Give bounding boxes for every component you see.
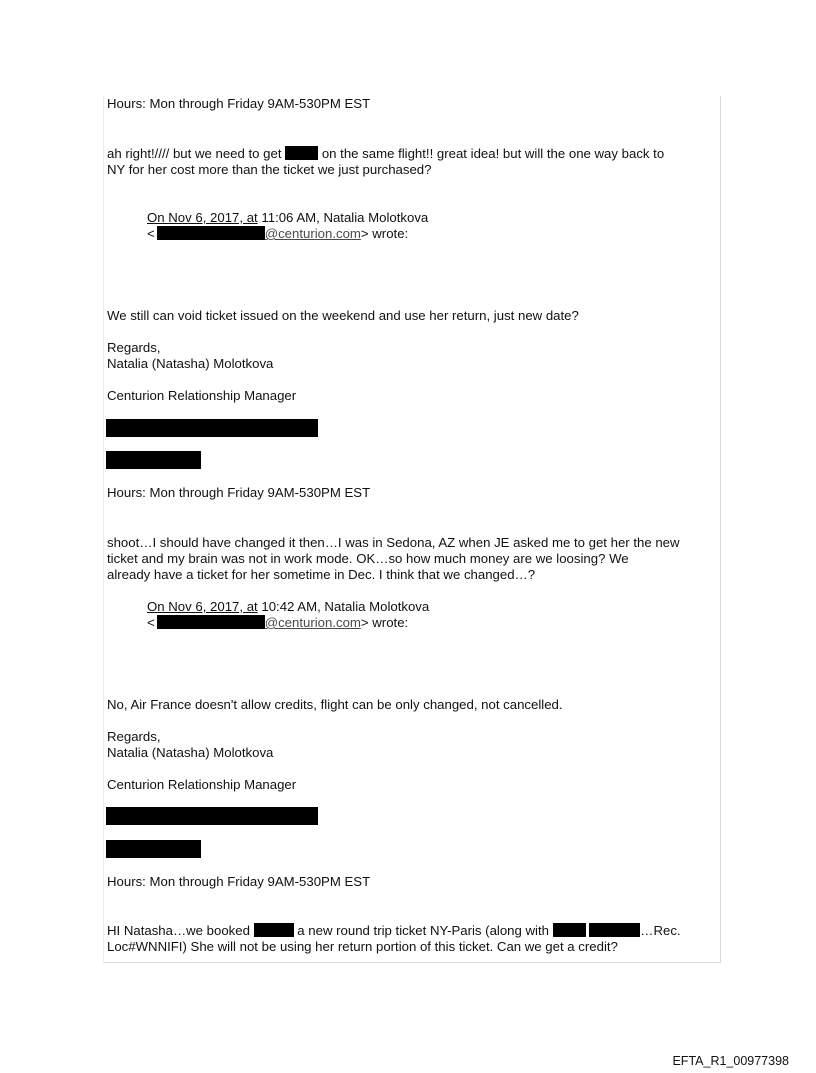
quote-email xyxy=(147,615,408,631)
redaction-bar xyxy=(106,419,318,437)
message-line: We still can void ticket issued on the weekend and use her return, just new date? xyxy=(107,308,579,323)
message-line: already have a ticket for her sometime in Dec. I think that we changed…? xyxy=(107,567,536,582)
email-link[interactable]: @centurion.com xyxy=(264,226,361,241)
message-line: NY for her cost more than the ticket we just purchased? xyxy=(107,162,432,177)
signature-title: Centurion Relationship Manager xyxy=(107,388,297,403)
message-line: shoot…I should have changed it then…I was in Sedona, AZ when JE asked me to get her the new xyxy=(107,535,680,550)
angle-bracket: < xyxy=(147,615,155,630)
signature-name: Natalia (Natasha) Molotkova xyxy=(107,745,274,760)
email-link[interactable]: @centurion.com xyxy=(264,615,361,630)
redaction-bar xyxy=(254,923,294,937)
hours-line: Hours: Mon through Friday 9AM-530PM EST xyxy=(107,485,371,500)
signature-regards: Regards, xyxy=(107,340,161,355)
quote-date: On Nov 6, 2017, at xyxy=(147,210,258,225)
message-line xyxy=(107,923,681,939)
redaction-bar xyxy=(157,226,265,240)
message-text: a new round trip ticket NY-Paris (along with xyxy=(297,923,549,938)
wrote-label: > wrote: xyxy=(360,226,409,241)
redaction-bar xyxy=(106,840,201,858)
message-line: No, Air France doesn't allow credits, flight can be only changed, not cancelled. xyxy=(107,697,563,712)
signature-title: Centurion Relationship Manager xyxy=(107,777,297,792)
quote-header xyxy=(147,599,429,615)
signature-regards: Regards, xyxy=(107,729,161,744)
redaction-bar xyxy=(157,615,265,629)
message-text: on the same flight!! great idea! but will the one way back to xyxy=(321,146,665,161)
redaction-bar xyxy=(589,923,640,937)
message-line xyxy=(107,146,664,162)
message-line: Loc#WNNIFI) She will not be using her return portion of this ticket. Can we get a credit? xyxy=(107,939,618,954)
quote-email xyxy=(147,226,408,242)
quote-sender: 10:42 AM, Natalia Molotkova xyxy=(261,599,430,614)
wrote-label: > wrote: xyxy=(360,615,409,630)
redaction-bar xyxy=(285,146,318,160)
message-line: ticket and my brain was not in work mode. OK…so how much money are we loosing? We xyxy=(107,551,629,566)
hours-line: Hours: Mon through Friday 9AM-530PM EST xyxy=(107,96,371,111)
quote-date: On Nov 6, 2017, at xyxy=(147,599,258,614)
document-id: EFTA_R1_00977398 xyxy=(672,1054,789,1068)
quote-sender: 11:06 AM, Natalia Molotkova xyxy=(261,210,429,225)
message-text: …Rec. xyxy=(640,923,681,938)
message-text: ah right!//// but we need to get xyxy=(107,146,282,161)
quote-header xyxy=(147,210,428,226)
redaction-bar xyxy=(553,923,586,937)
message-text: HI Natasha…we booked xyxy=(107,923,250,938)
signature-name: Natalia (Natasha) Molotkova xyxy=(107,356,274,371)
redaction-bar xyxy=(106,807,318,825)
redaction-bar xyxy=(106,451,201,469)
hours-line: Hours: Mon through Friday 9AM-530PM EST xyxy=(107,874,371,889)
angle-bracket: < xyxy=(147,226,155,241)
